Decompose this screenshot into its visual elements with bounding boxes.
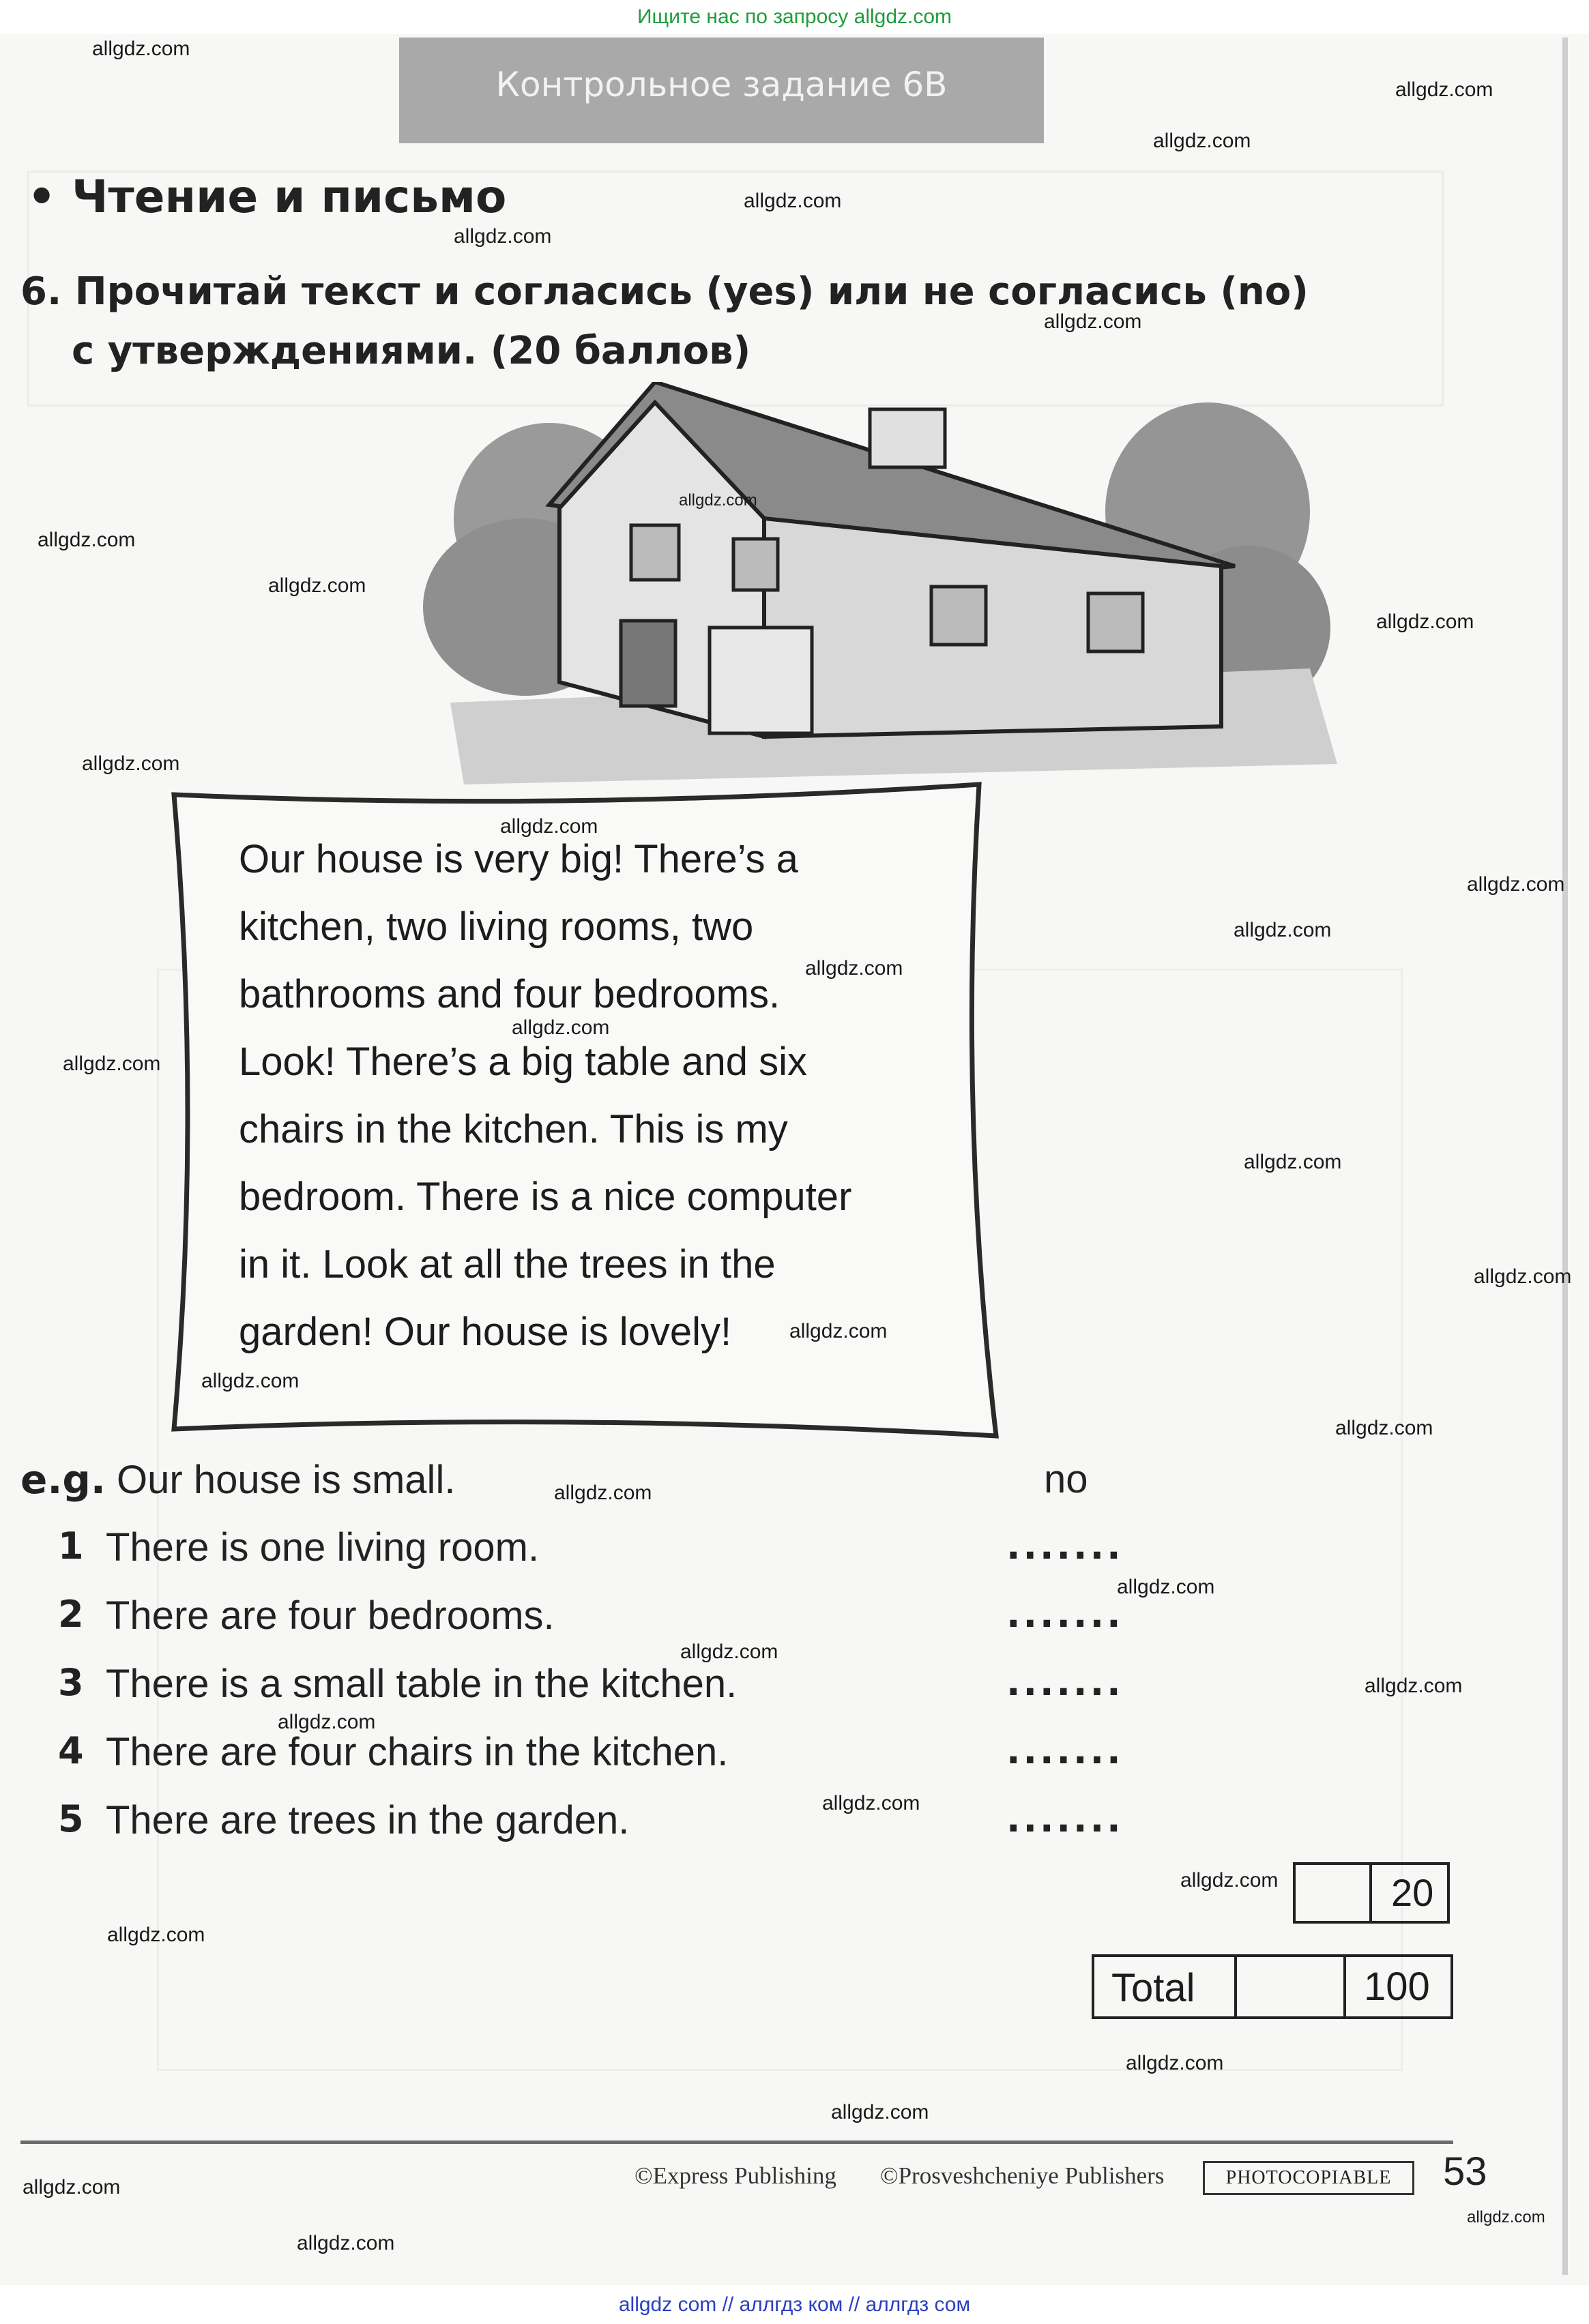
watermark: allgdz.com [107, 1924, 205, 1946]
task-instruction-line: с утверждениями. (20 баллов) [72, 328, 751, 373]
page-edge [1562, 38, 1568, 2275]
total-box [1092, 1954, 1453, 2019]
example-text: Our house is small. [117, 1458, 456, 1502]
answer-blank[interactable]: ....... [1006, 1661, 1124, 1704]
watermark: allgdz.com [82, 752, 180, 775]
task-instruction [20, 263, 1385, 381]
total-max: 100 [1364, 1965, 1430, 2009]
reading-text-line: in it. Look at all the trees in the [239, 1242, 776, 1286]
statement-text: There is a small table in the kitchen. [106, 1662, 738, 1706]
score-box [1293, 1862, 1450, 1924]
watermark: allgdz.com [278, 1711, 376, 1733]
watermark: allgdz.com [744, 190, 842, 212]
score-box-divider [1369, 1865, 1372, 1921]
answer-blank[interactable]: ....... [1006, 1593, 1124, 1636]
watermark: allgdz.com [831, 2101, 929, 2123]
watermark: allgdz.com [1335, 1417, 1433, 1439]
reading-text-line: Our house is very big! There’s a [239, 837, 798, 881]
watermark: allgdz.com [1117, 1576, 1215, 1598]
watermark: allgdz.com [1467, 2208, 1545, 2226]
example-label: e.g. [20, 1456, 106, 1503]
watermark: allgdz.com [1244, 1151, 1342, 1173]
bottom-banner[interactable]: allgdz com // аллгдз ком // аллгдз сом [0, 2285, 1589, 2324]
watermark: allgdz.com [1153, 130, 1251, 152]
reading-text-line: kitchen, two living rooms, two [239, 904, 754, 949]
house-illustration [423, 382, 1351, 791]
watermark: allgdz.com [201, 1370, 300, 1392]
footer-rule [20, 2141, 1453, 2144]
statement-number: 4 [58, 1729, 84, 1772]
watermark: allgdz.com [297, 2232, 395, 2254]
footer-publisher: ©Prosveshcheniye Publishers [880, 2162, 1165, 2189]
watermark: allgdz.com [822, 1792, 920, 1814]
statement-number: 3 [58, 1661, 84, 1704]
statement-number: 1 [58, 1525, 84, 1568]
watermark: allgdz.com [554, 1482, 652, 1504]
watermark: allgdz.com [92, 38, 190, 60]
statement-number: 5 [58, 1797, 84, 1840]
window-icon [733, 539, 778, 590]
watermark: allgdz.com [1044, 310, 1142, 333]
reading-text-line: bedroom. There is a nice computer [239, 1175, 852, 1219]
watermark: allgdz.com [1376, 611, 1474, 633]
statement-text: There are four chairs in the kitchen. [106, 1730, 729, 1774]
reading-text [239, 825, 935, 1366]
window-icon [1088, 593, 1143, 651]
total-box-divider [1343, 1957, 1346, 2016]
answer-blank[interactable]: ....... [1006, 1729, 1124, 1772]
watermark: allgdz.com [1395, 78, 1493, 101]
watermark: allgdz.com [500, 815, 598, 838]
watermark: allgdz.com [268, 574, 366, 597]
section-title: • Чтение и письмо [27, 171, 507, 223]
page-number: 53 [1443, 2149, 1487, 2194]
reading-text-line: Look! There’s a big table and six [239, 1040, 807, 1084]
statement-text: There is one living room. [106, 1525, 540, 1570]
watermark: allgdz.com [38, 529, 136, 551]
watermark: allgdz.com [680, 1641, 778, 1663]
top-banner[interactable]: Ищите нас по запросу allgdz.com [0, 0, 1589, 34]
watermark: allgdz.com [1467, 873, 1565, 896]
total-label: Total [1111, 1966, 1195, 2010]
task-instruction-line: 6. Прочитай текст и согласись (yes) или не согласись (no) [20, 269, 1309, 314]
answer-blank[interactable]: ....... [1006, 1525, 1124, 1568]
watermark: allgdz.com [789, 1320, 888, 1342]
statement-text: There are four bedrooms. [106, 1593, 555, 1638]
watermark: allgdz.com [512, 1016, 610, 1039]
reading-text-line: chairs in the kitchen. This is my [239, 1107, 788, 1151]
chimney-icon [870, 409, 945, 467]
footer-publisher: ©Express Publishing [635, 2162, 836, 2189]
example-answer: no [1044, 1457, 1088, 1501]
watermark: allgdz.com [1180, 1869, 1279, 1892]
statement-number: 2 [58, 1593, 84, 1636]
watermark: allgdz.com [805, 957, 903, 980]
watermark: allgdz.com [1474, 1265, 1572, 1288]
reading-text-line: garden! Our house is lovely! [239, 1310, 732, 1354]
total-box-divider [1234, 1957, 1237, 2016]
statement-text: There are trees in the garden. [106, 1798, 630, 1842]
watermark: allgdz.com [679, 491, 757, 510]
watermark: allgdz.com [454, 225, 552, 248]
watermark: allgdz.com [1365, 1675, 1463, 1697]
answer-blank[interactable]: ....... [1006, 1797, 1124, 1840]
page-title: Контрольное задание 6В [495, 65, 948, 104]
watermark: allgdz.com [63, 1053, 161, 1075]
photocopiable-badge: PHOTOCOPIABLE [1203, 2161, 1414, 2195]
score-max: 20 [1391, 1871, 1434, 1914]
garage-door-icon [710, 628, 812, 733]
example-statement [20, 1456, 455, 1503]
window-icon [931, 587, 986, 645]
window-icon [631, 525, 679, 580]
reading-text-line: bathrooms and four bedrooms. [239, 972, 781, 1016]
watermark: allgdz.com [23, 2176, 121, 2198]
watermark: allgdz.com [1234, 919, 1332, 941]
door-icon [621, 621, 675, 706]
watermark: allgdz.com [1126, 2052, 1224, 2074]
